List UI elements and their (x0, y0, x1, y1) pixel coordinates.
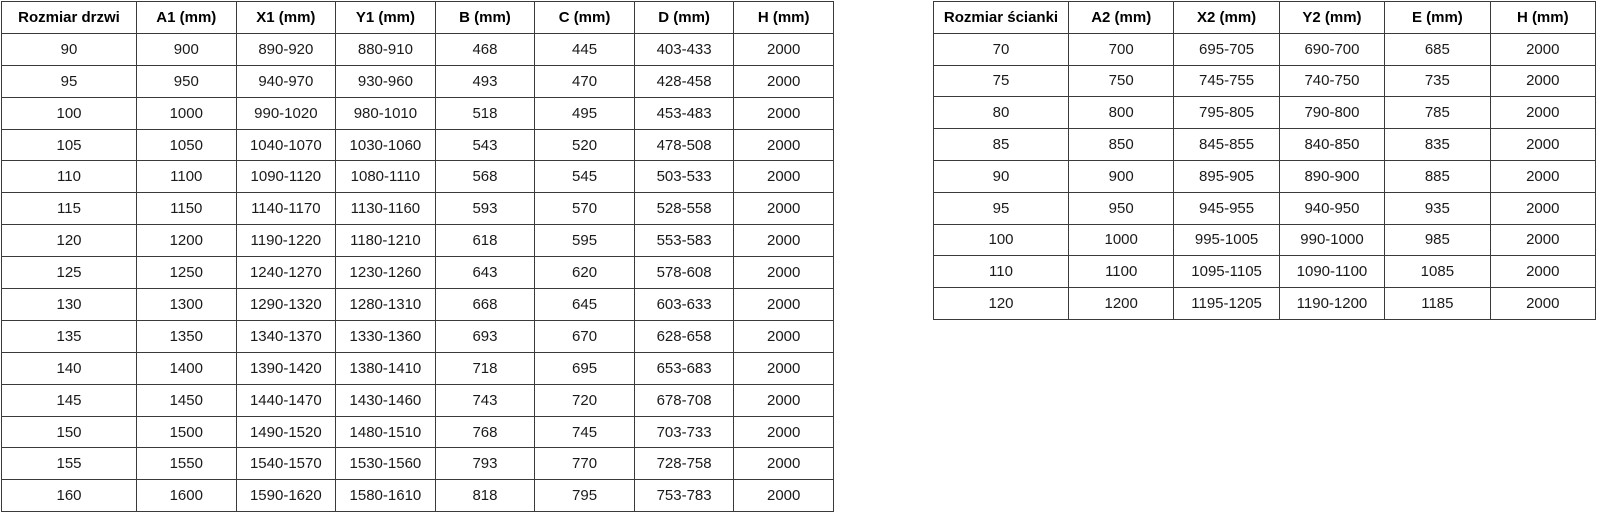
table-row (2, 161, 834, 193)
table-row (934, 224, 1596, 256)
table-cell: 593 (435, 193, 535, 225)
table-cell: 570 (535, 193, 635, 225)
table-cell: 785 (1385, 97, 1490, 129)
table-cell: 1440-1470 (236, 384, 336, 416)
table-cell: 895-905 (1174, 160, 1279, 192)
table-cell: 930-960 (336, 65, 436, 97)
table-cell: 618 (435, 225, 535, 257)
table-cell: 155 (2, 448, 137, 480)
table-cell: 2000 (734, 33, 834, 65)
table-cell: 1200 (1069, 288, 1174, 320)
table-row (934, 65, 1596, 97)
table-cell: 1600 (137, 480, 237, 512)
table-cell: 950 (1069, 192, 1174, 224)
table-cell: 668 (435, 289, 535, 321)
table-cell: 740-750 (1279, 65, 1384, 97)
table-cell: 718 (435, 352, 535, 384)
table-cell: 1430-1460 (336, 384, 436, 416)
table-cell: 150 (2, 416, 137, 448)
table-cell: 800 (1069, 97, 1174, 129)
table-cell: 700 (1069, 33, 1174, 65)
table-cell: 703-733 (634, 416, 734, 448)
table-row (2, 129, 834, 161)
table-cell: 595 (535, 225, 635, 257)
column-header: X2 (mm) (1174, 2, 1279, 34)
table-cell: 553-583 (634, 225, 734, 257)
table-cell: 95 (934, 192, 1069, 224)
table-cell: 80 (934, 97, 1069, 129)
table-cell: 670 (535, 320, 635, 352)
table-cell: 628-658 (634, 320, 734, 352)
table-cell: 1130-1160 (336, 193, 436, 225)
table-cell: 100 (934, 224, 1069, 256)
table-cell: 1190-1220 (236, 225, 336, 257)
table-row (934, 33, 1596, 65)
table-cell: 1000 (137, 97, 237, 129)
table-cell: 105 (2, 129, 137, 161)
table-cell: 85 (934, 129, 1069, 161)
header-row (934, 2, 1596, 34)
table-cell: 645 (535, 289, 635, 321)
table-cell: 840-850 (1279, 129, 1384, 161)
table-cell: 850 (1069, 129, 1174, 161)
table-row (934, 256, 1596, 288)
table-cell: 1250 (137, 257, 237, 289)
column-header: H (mm) (734, 2, 834, 34)
table-cell: 1450 (137, 384, 237, 416)
table-cell: 1040-1070 (236, 129, 336, 161)
table-cell: 528-558 (634, 193, 734, 225)
table-row (934, 129, 1596, 161)
table-cell: 1550 (137, 448, 237, 480)
table-cell: 1090-1100 (1279, 256, 1384, 288)
table-cell: 453-483 (634, 97, 734, 129)
table-cell: 2000 (734, 161, 834, 193)
table-cell: 728-758 (634, 448, 734, 480)
table-cell: 2000 (1490, 192, 1595, 224)
table-cell: 90 (934, 160, 1069, 192)
table-cell: 980-1010 (336, 97, 436, 129)
table-cell: 2000 (734, 448, 834, 480)
table-cell: 1590-1620 (236, 480, 336, 512)
table-row (934, 160, 1596, 192)
table-cell: 130 (2, 289, 137, 321)
table-cell: 1280-1310 (336, 289, 436, 321)
table-cell: 695-705 (1174, 33, 1279, 65)
table-cell: 690-700 (1279, 33, 1384, 65)
table-cell: 900 (1069, 160, 1174, 192)
table-cell: 518 (435, 97, 535, 129)
table-cell: 2000 (1490, 224, 1595, 256)
table-cell: 1200 (137, 225, 237, 257)
table-cell: 935 (1385, 192, 1490, 224)
table-cell: 75 (934, 65, 1069, 97)
table-cell: 990-1020 (236, 97, 336, 129)
table-row (2, 448, 834, 480)
table-cell: 70 (934, 33, 1069, 65)
column-header: B (mm) (435, 2, 535, 34)
table-cell: 880-910 (336, 33, 436, 65)
table-cell: 2000 (734, 97, 834, 129)
table-row (2, 320, 834, 352)
table-cell: 110 (2, 161, 137, 193)
table-cell: 1480-1510 (336, 416, 436, 448)
table-cell: 115 (2, 193, 137, 225)
table-cell: 835 (1385, 129, 1490, 161)
table-cell: 1050 (137, 129, 237, 161)
table-cell: 543 (435, 129, 535, 161)
column-header: C (mm) (535, 2, 635, 34)
table-cell: 2000 (734, 225, 834, 257)
table-cell: 1000 (1069, 224, 1174, 256)
table-cell: 545 (535, 161, 635, 193)
table-cell: 2000 (1490, 97, 1595, 129)
table-cell: 693 (435, 320, 535, 352)
table-cell: 1350 (137, 320, 237, 352)
table-cell: 1240-1270 (236, 257, 336, 289)
table-cell: 643 (435, 257, 535, 289)
column-header: Rozmiar ścianki (934, 2, 1069, 34)
table-cell: 2000 (1490, 33, 1595, 65)
table-cell: 1100 (1069, 256, 1174, 288)
table-cell: 403-433 (634, 33, 734, 65)
table-cell: 1530-1560 (336, 448, 436, 480)
table-cell: 620 (535, 257, 635, 289)
table-cell: 750 (1069, 65, 1174, 97)
column-header: Y1 (mm) (336, 2, 436, 34)
table-row (934, 192, 1596, 224)
table-cell: 145 (2, 384, 137, 416)
wall-size-table (933, 1, 1596, 320)
table-cell: 678-708 (634, 384, 734, 416)
table-cell: 720 (535, 384, 635, 416)
table-cell: 1100 (137, 161, 237, 193)
table-cell: 1180-1210 (336, 225, 436, 257)
table-cell: 885 (1385, 160, 1490, 192)
column-header: D (mm) (634, 2, 734, 34)
table-cell: 890-900 (1279, 160, 1384, 192)
table-cell: 735 (1385, 65, 1490, 97)
table-cell: 120 (2, 225, 137, 257)
table-cell: 503-533 (634, 161, 734, 193)
table-cell: 1230-1260 (336, 257, 436, 289)
table-cell: 1080-1110 (336, 161, 436, 193)
table-cell: 495 (535, 97, 635, 129)
table-cell: 1195-1205 (1174, 288, 1279, 320)
table-cell: 100 (2, 97, 137, 129)
table-cell: 520 (535, 129, 635, 161)
table-cell: 125 (2, 257, 137, 289)
table-cell: 2000 (734, 352, 834, 384)
table-cell: 793 (435, 448, 535, 480)
table-row (934, 288, 1596, 320)
table-cell: 2000 (734, 65, 834, 97)
table-cell: 2000 (734, 320, 834, 352)
table-row (2, 384, 834, 416)
column-header: A2 (mm) (1069, 2, 1174, 34)
table-cell: 950 (137, 65, 237, 97)
column-header: X1 (mm) (236, 2, 336, 34)
table-cell: 120 (934, 288, 1069, 320)
column-header: A1 (mm) (137, 2, 237, 34)
table-cell: 790-800 (1279, 97, 1384, 129)
table-cell: 2000 (734, 384, 834, 416)
table-cell: 470 (535, 65, 635, 97)
table-row (2, 97, 834, 129)
table-cell: 1500 (137, 416, 237, 448)
table-cell: 890-920 (236, 33, 336, 65)
table-cell: 1140-1170 (236, 193, 336, 225)
header-row (2, 2, 834, 34)
table-row (2, 225, 834, 257)
table-cell: 2000 (734, 257, 834, 289)
table-cell: 1580-1610 (336, 480, 436, 512)
table-cell: 2000 (1490, 160, 1595, 192)
table-cell: 95 (2, 65, 137, 97)
table-cell: 478-508 (634, 129, 734, 161)
table-cell: 1540-1570 (236, 448, 336, 480)
table-cell: 1090-1120 (236, 161, 336, 193)
table-cell: 768 (435, 416, 535, 448)
table-cell: 1340-1370 (236, 320, 336, 352)
table-cell: 1380-1410 (336, 352, 436, 384)
table-cell: 653-683 (634, 352, 734, 384)
table-cell: 985 (1385, 224, 1490, 256)
table-cell: 2000 (734, 416, 834, 448)
table-cell: 745-755 (1174, 65, 1279, 97)
table-cell: 1150 (137, 193, 237, 225)
table-cell: 940-970 (236, 65, 336, 97)
table-cell: 445 (535, 33, 635, 65)
table-cell: 1085 (1385, 256, 1490, 288)
table-cell: 1490-1520 (236, 416, 336, 448)
table-cell: 1190-1200 (1279, 288, 1384, 320)
table-cell: 2000 (1490, 65, 1595, 97)
table-row (2, 416, 834, 448)
column-header: Rozmiar drzwi (2, 2, 137, 34)
table-row (2, 289, 834, 321)
table-cell: 695 (535, 352, 635, 384)
table-cell: 945-955 (1174, 192, 1279, 224)
table-cell: 2000 (734, 480, 834, 512)
table-cell: 568 (435, 161, 535, 193)
table-cell: 140 (2, 352, 137, 384)
table-row (2, 33, 834, 65)
table-cell: 578-608 (634, 257, 734, 289)
table-cell: 743 (435, 384, 535, 416)
table-cell: 603-633 (634, 289, 734, 321)
table-cell: 795-805 (1174, 97, 1279, 129)
table-cell: 1185 (1385, 288, 1490, 320)
table-row (2, 480, 834, 512)
table-cell: 428-458 (634, 65, 734, 97)
table-cell: 2000 (734, 289, 834, 321)
table-row (2, 352, 834, 384)
table-row (2, 193, 834, 225)
table-cell: 685 (1385, 33, 1490, 65)
table-row (2, 257, 834, 289)
table-cell: 110 (934, 256, 1069, 288)
table-cell: 2000 (734, 129, 834, 161)
table-cell: 995-1005 (1174, 224, 1279, 256)
table-cell: 2000 (1490, 256, 1595, 288)
table-cell: 1095-1105 (1174, 256, 1279, 288)
table-cell: 493 (435, 65, 535, 97)
table-row (2, 65, 834, 97)
column-header: Y2 (mm) (1279, 2, 1384, 34)
table-cell: 745 (535, 416, 635, 448)
table-cell: 990-1000 (1279, 224, 1384, 256)
table-cell: 1390-1420 (236, 352, 336, 384)
table-cell: 753-783 (634, 480, 734, 512)
table-cell: 2000 (734, 193, 834, 225)
table-cell: 795 (535, 480, 635, 512)
table-cell: 845-855 (1174, 129, 1279, 161)
table-cell: 1330-1360 (336, 320, 436, 352)
table-cell: 1030-1060 (336, 129, 436, 161)
table-cell: 90 (2, 33, 137, 65)
table-cell: 1400 (137, 352, 237, 384)
column-header: E (mm) (1385, 2, 1490, 34)
table-cell: 940-950 (1279, 192, 1384, 224)
table-cell: 1290-1320 (236, 289, 336, 321)
table-cell: 818 (435, 480, 535, 512)
table-cell: 1300 (137, 289, 237, 321)
table-cell: 2000 (1490, 288, 1595, 320)
table-cell: 468 (435, 33, 535, 65)
table-row (934, 97, 1596, 129)
column-header: H (mm) (1490, 2, 1595, 34)
table-cell: 160 (2, 480, 137, 512)
table-cell: 135 (2, 320, 137, 352)
table-cell: 2000 (1490, 129, 1595, 161)
table-cell: 900 (137, 33, 237, 65)
table-cell: 770 (535, 448, 635, 480)
door-size-table (1, 1, 834, 512)
